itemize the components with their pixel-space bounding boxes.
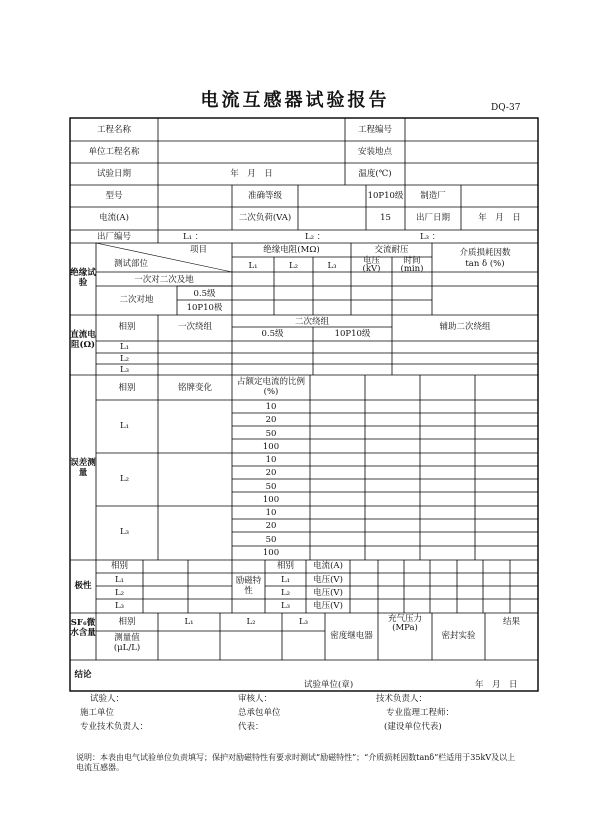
supervisor: 专业监理工程师：	[386, 708, 455, 718]
insulation-part: 测试部位	[114, 259, 149, 269]
sf6-phase: 相别	[118, 617, 136, 627]
error-phase-l1: L₁	[120, 421, 130, 431]
current-label: 电流(A)	[99, 213, 129, 223]
tech-lead: 技术负责人：	[376, 694, 428, 704]
general-contractor: 总承包单位	[238, 708, 281, 718]
dc-aux: 辅助二次绕组	[439, 322, 491, 332]
accuracy-label: 准确等级	[247, 191, 282, 201]
project-no-label: 工程编号	[357, 125, 392, 135]
error-phase-l2: L₂	[120, 474, 130, 484]
loss-factor: 介质损耗因数	[459, 248, 511, 258]
row-secondary-ground: 二次对地	[119, 295, 154, 305]
density-relay: 密度继电器	[330, 631, 373, 641]
conclusion-date: 年 月 日	[475, 680, 518, 690]
sf6-measure: 测量值	[114, 633, 140, 643]
model-label: 型号	[105, 191, 123, 201]
error-pct-cell: 100	[262, 441, 280, 452]
client-rep: (建设单位代表)	[384, 722, 442, 732]
error-pct-cell: 50	[265, 481, 277, 492]
error-phase-l3: L₃	[120, 527, 130, 537]
error-phase: 相别	[118, 383, 136, 393]
ins-l3: L₃	[327, 261, 337, 271]
install-site-label: 安装地点	[357, 147, 392, 157]
insulation-resistance: 绝缘电阻(MΩ)	[263, 245, 320, 255]
class-10p10: 10P10级	[367, 191, 404, 201]
error-pct-cell: 100	[262, 547, 280, 558]
conclusion-label: 结论	[74, 670, 92, 680]
error-label: 误差测量	[70, 458, 96, 478]
ins-l1: L₁	[248, 261, 258, 271]
polarity-phase: 相别	[110, 561, 128, 571]
manufacturer-label: 制造厂	[420, 191, 446, 201]
exc-voltage-1: 电压(V)	[313, 575, 343, 585]
ac-withstand: 交流耐压	[374, 245, 409, 255]
exc-l3: L₃	[280, 601, 291, 611]
error-pct-cell: 20	[265, 521, 277, 532]
dc-row-l3: L₃	[120, 365, 130, 375]
row-class-10p10: 10P10极	[186, 303, 223, 313]
dc-row-l1: L₁	[120, 342, 130, 352]
representative: 代表：	[238, 722, 264, 732]
test-unit-seal: 试验单位(章)	[304, 680, 354, 690]
time-unit: (min)	[400, 264, 424, 274]
factory-no-label: 出厂编号	[96, 232, 131, 242]
polarity-l3: L₃	[114, 601, 125, 611]
fill-unit: (MPa)	[392, 623, 418, 633]
error-pct-cell: 100	[262, 494, 280, 505]
sf6-unit: (μL/L)	[113, 643, 141, 653]
voltage-unit: (kV)	[362, 264, 381, 274]
form-code: DQ-37	[491, 103, 521, 113]
polarity-label: 极性	[74, 581, 92, 591]
construction-unit: 施工单位	[80, 708, 115, 718]
excitation-label: 励磁特性	[235, 576, 262, 596]
dc-resistance-label: 直流电阻(Ω)	[70, 330, 96, 350]
reviewer: 审核人：	[238, 694, 273, 704]
error-pct-cell: 10	[265, 455, 277, 465]
sf6-l3: L₃	[298, 617, 309, 627]
unit-project-label: 单位工程名称	[88, 147, 140, 157]
row-class-05: 0.5级	[193, 289, 216, 299]
test-date-value: 年 月 日	[230, 169, 273, 179]
error-pct-cell: 20	[265, 415, 277, 426]
error-nameplate: 铭牌变化	[177, 383, 212, 393]
dc-row-l2: L₂	[120, 354, 130, 364]
dc-class05: 0.5级	[261, 329, 284, 339]
factory-no-l2: L₂ ：	[305, 232, 326, 242]
error-pct-cell: 10	[265, 402, 277, 412]
dc-class10p10: 10P10级	[334, 329, 371, 339]
factory-no-l1: L₁ ：	[183, 232, 204, 242]
test-date-label: 试验日期	[96, 169, 131, 179]
error-pct-cell: 10	[265, 508, 277, 518]
footnote: 说明：本表由电气试验单位负责填写；保护对励磁特性有要求时测试“励磁特性”；“介质损耗因数tanδ”栏适用于35kV及以上电流互感器。	[76, 753, 516, 772]
factory-date-label: 出厂日期	[415, 213, 450, 223]
dc-primary: 一次绕组	[177, 322, 212, 332]
polarity-l1: L₁	[114, 575, 125, 585]
seal-test: 密封实验	[441, 631, 476, 641]
polarity-l2: L₂	[114, 588, 125, 598]
insulation-label: 绝缘试验	[70, 268, 96, 288]
error-pct-cell: 50	[265, 534, 277, 545]
insulation-item: 项目	[190, 245, 208, 255]
sf6-result: 结果	[502, 617, 520, 627]
error-pct-cell: 20	[265, 468, 277, 479]
error-pct-cell: 50	[265, 428, 277, 439]
tester: 试验人：	[90, 694, 125, 704]
sf6-l2: L₂	[246, 617, 256, 627]
error-rated-pct: 占额定电流的比例(%)	[236, 377, 305, 397]
exc-voltage-3: 电压(V)	[313, 601, 343, 611]
factory-no-l3: L₃ ：	[420, 232, 441, 242]
factory-date-value: 年 月 日	[478, 213, 521, 223]
tan-delta: tan δ (%)	[465, 259, 505, 269]
voltage-label: 电压	[362, 256, 380, 266]
exc-current: 电流(A)	[313, 561, 343, 571]
sf6-label: SF₆微水含量	[70, 618, 96, 638]
project-name-label: 工程名称	[96, 125, 131, 135]
dc-phase: 相别	[118, 322, 136, 332]
page-title: 电流互感器试验报告	[200, 90, 390, 111]
row-primary-secondary: 一次对二次及地	[134, 275, 194, 285]
dc-secondary: 二次绕组	[294, 317, 329, 327]
load-value: 15	[380, 213, 391, 223]
temperature-label: 温度(℃)	[358, 169, 392, 179]
exc-l2: L₂	[280, 588, 291, 598]
secondary-load-label: 二次负荷(VA)	[238, 213, 292, 223]
exc-phase: 相别	[276, 561, 294, 571]
fill-pressure: 充气压力	[387, 614, 422, 624]
time-label: 时间	[403, 256, 421, 266]
ins-l2: L₂	[288, 261, 299, 271]
exc-voltage-2: 电压(V)	[313, 588, 343, 598]
exc-l1: L₁	[280, 575, 291, 585]
tech-lead-2: 专业技术负责人：	[80, 722, 149, 732]
sf6-l1: L₁	[184, 617, 194, 627]
